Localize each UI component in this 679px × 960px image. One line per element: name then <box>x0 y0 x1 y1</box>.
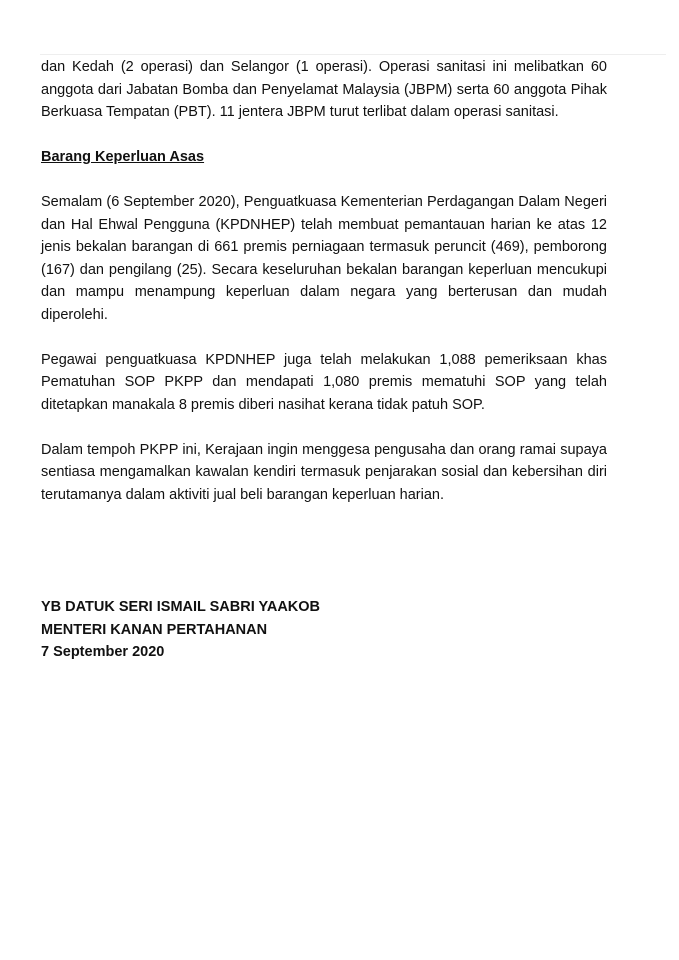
signature-block <box>41 596 607 664</box>
paragraph-sanitation: dan Kedah (2 operasi) dan Selangor (1 operasi). Operasi sanitasi ini melibatkan 60 anggota dari Jabatan Bomba dan Penyelamat Malaysia (JBPM) serta 60 anggota Pihak Berkuasa Tempatan (PBT). 11 jentera JBPM turut terlibat dalam operasi sanitasi. <box>41 59 607 120</box>
signatory-title: MENTERI KANAN PERTAHANAN <box>41 621 268 638</box>
document-body <box>41 56 607 664</box>
signatory-name: YB DATUK SERI ISMAIL SABRI YAAKOB <box>41 599 321 615</box>
top-divider <box>40 54 666 55</box>
paragraph-sop-inspection: Pegawai penguatkuasa KPDNHEP juga telah melakukan 1,088 pemeriksaan khas Pematuhan SOP PKPP dan mendapati 1,080 premis mematuhi SOP yang telah ditetapkan manakala 8 premis diberi nasihat kerana tidak patuh SOP. <box>41 351 607 413</box>
paragraph-public-appeal: Dalam tempoh PKPP ini, Kerajaan ingin menggesa pengusaha dan orang ramai supaya sentiasa mengamalkan kawalan kendiri termasuk penjarakan sosial dan kebersihan diri terutamanya dalam aktiviti jual beli barangan keperluan harian. <box>41 441 607 503</box>
paragraph-monitoring: Semalam (6 September 2020), Penguatkuasa Kementerian Perdagangan Dalam Negeri dan Hal Ehwal Pengguna (KPDNHEP) telah membuat pemantauan harian ke atas 12 jenis bekalan barangan di 661 premis perniagaan termasuk peruncit (469), pemborong (167) dan pengilang (25). Secara keseluruhan bekalan barangan keperluan mencukupi dan mampu menampung keperluan dalam negara yang berterusan dan mudah diperolehi. <box>41 194 607 323</box>
signature-date: 7 September 2020 <box>41 644 165 660</box>
section-heading-basic-goods: Barang Keperluan Asas <box>41 149 205 165</box>
